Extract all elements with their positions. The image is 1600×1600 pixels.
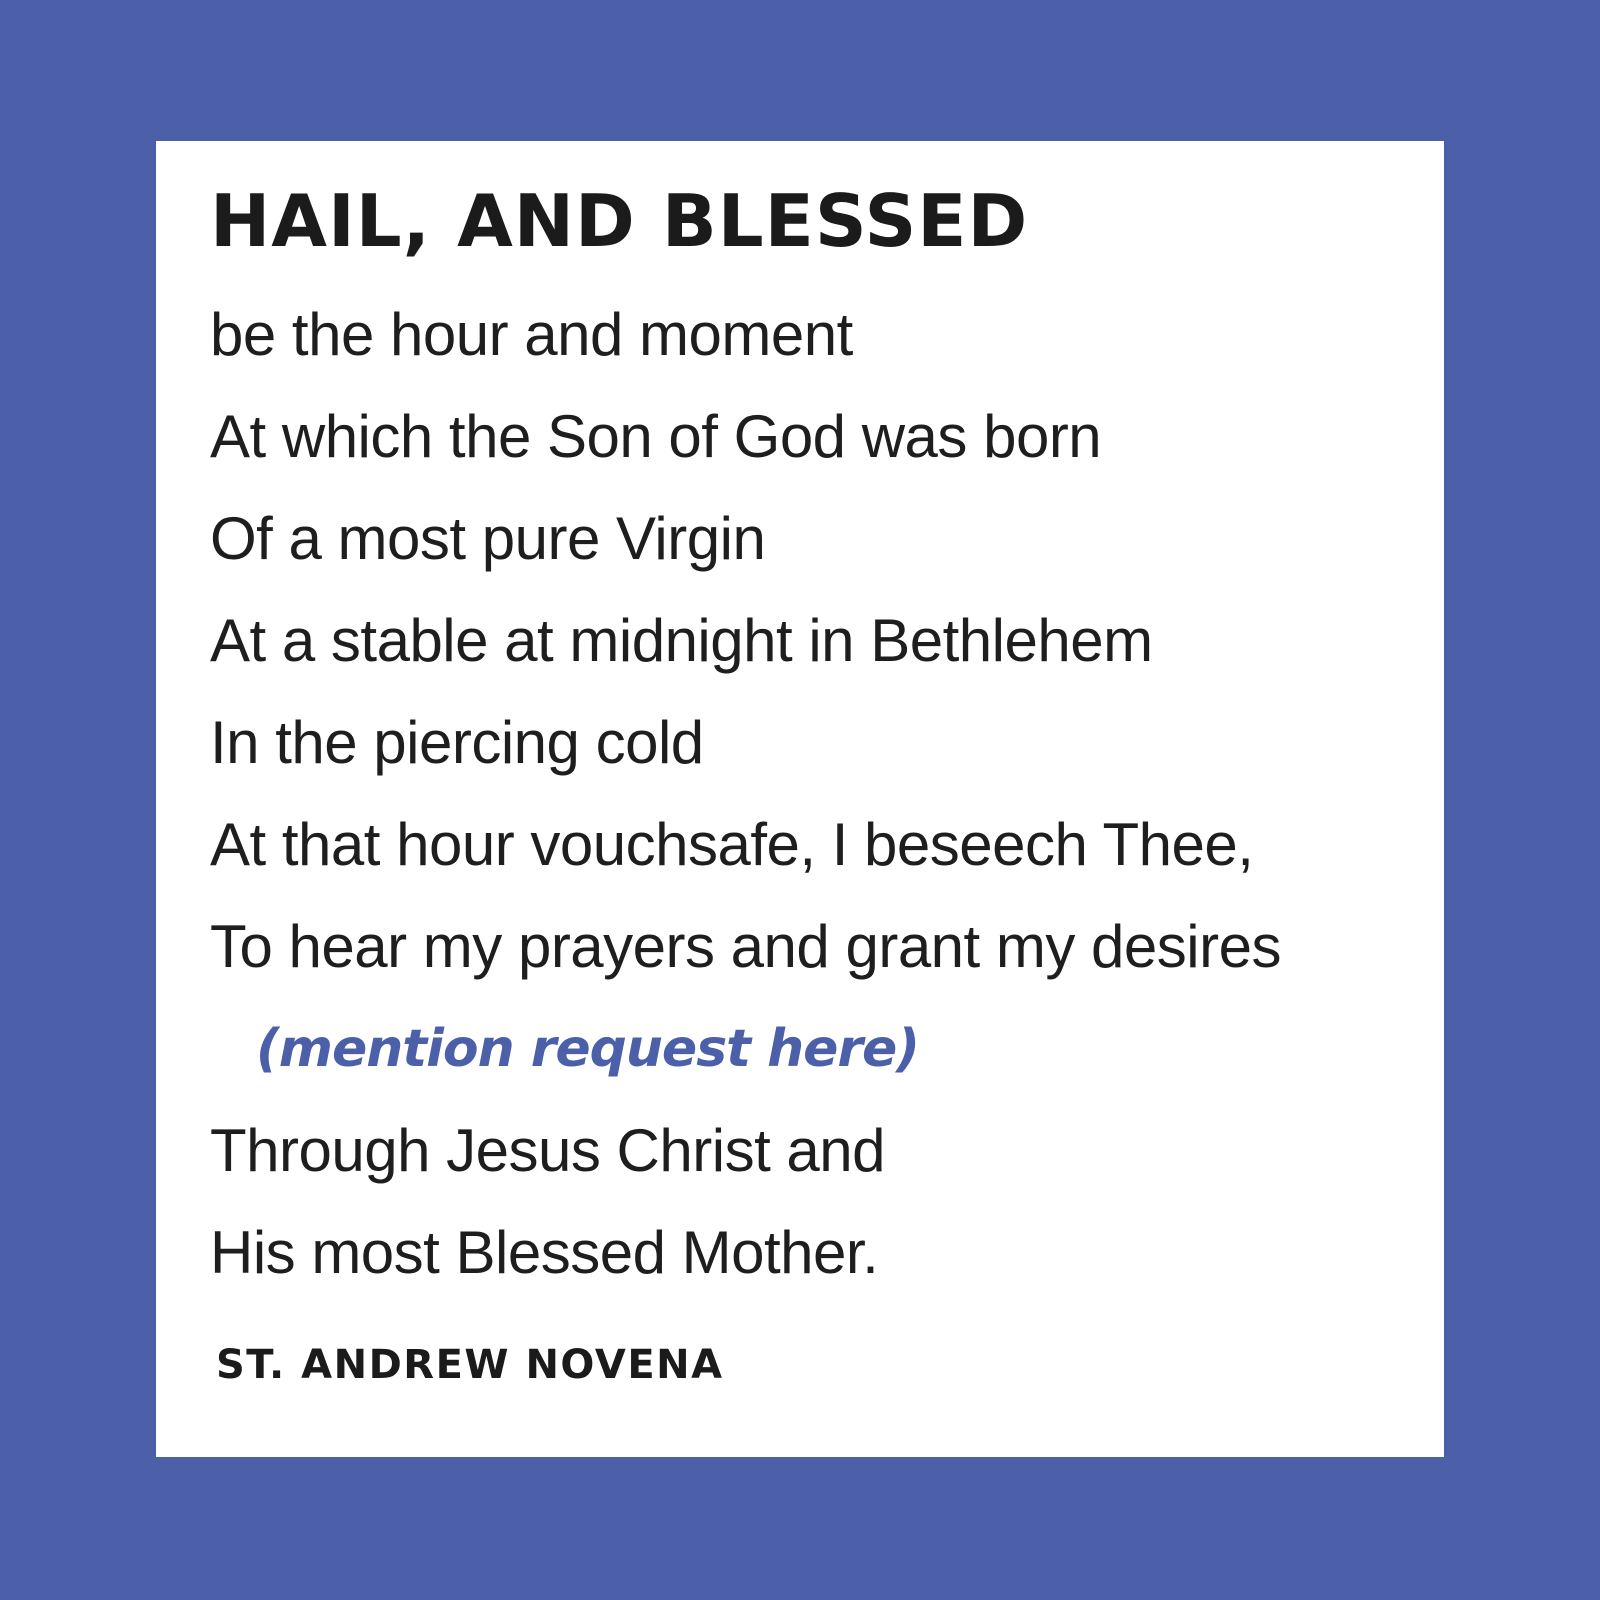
prayer-line: At that hour vouchsafe, I beseech Thee, [210,811,1254,878]
request-note: (mention request here) [256,1019,920,1079]
prayer-line: In the piercing cold [210,709,704,776]
prayer-lines [210,301,1281,1321]
prayer-line: His most Blessed Mother. [210,1219,879,1286]
prayer-line: be the hour and moment [210,301,853,368]
prayer-line: At a stable at midnight in Bethlehem [210,607,1153,674]
attribution: ST. ANDREW NOVENA [216,1342,724,1388]
prayer-card [156,141,1444,1457]
prayer-title: HAIL, AND BLESSED [210,179,1029,263]
prayer-line: At which the Son of God was born [210,403,1102,470]
prayer-line: Of a most pure Virgin [210,505,766,572]
prayer-line: Through Jesus Christ and [210,1117,886,1184]
prayer-line: To hear my prayers and grant my desires [210,913,1281,980]
